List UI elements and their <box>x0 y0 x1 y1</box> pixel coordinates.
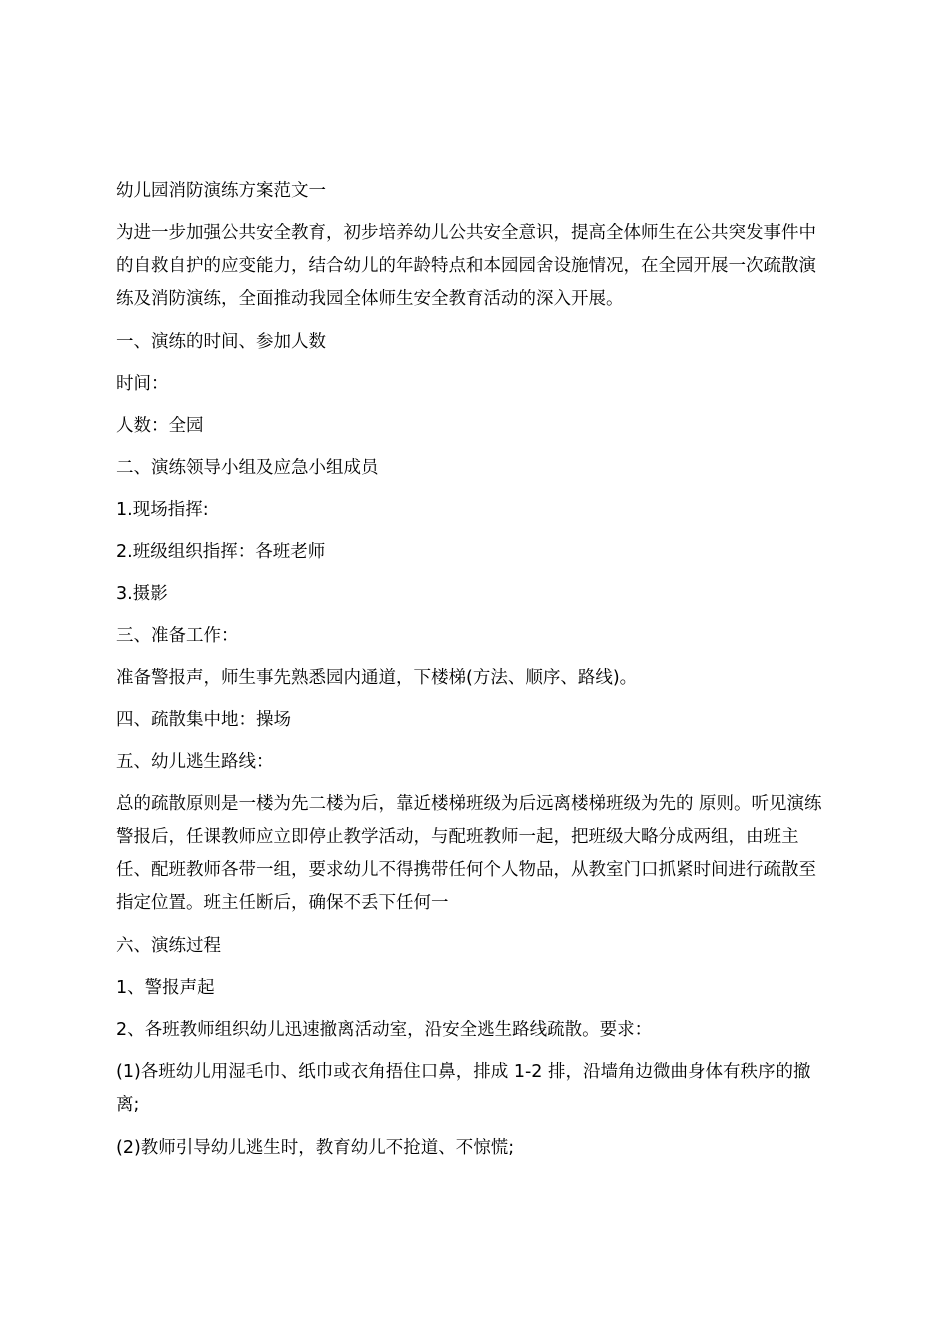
participants-line: 人数：全园 <box>116 416 204 436</box>
section-heading-preparation: 三、准备工作： <box>116 626 239 646</box>
preparation-paragraph: 准备警报声，师生事先熟悉园内通道，下楼梯(方法、顺序、路线)。 <box>116 668 638 688</box>
document-body <box>116 175 832 1174</box>
section-heading-drill-process: 六、演练过程 <box>116 936 221 956</box>
process-step-alarm: 1、警报声起 <box>116 978 215 998</box>
list-item-on-site-command: 1.现场指挥: <box>116 500 209 520</box>
section-heading-escape-route: 五、幼儿逃生路线： <box>116 752 274 772</box>
process-step-evacuate: 2、各班教师组织幼儿迅速撤离活动室，沿安全逃生路线疏散。要求： <box>116 1020 653 1040</box>
list-item-class-command: 2.班级组织指挥：各班老师 <box>116 542 326 562</box>
requirement-item-2: (2)教师引导幼儿逃生时，教育幼儿不抢道、不惊慌; <box>116 1138 515 1158</box>
time-line: 时间： <box>116 374 169 394</box>
section-heading-assembly-point: 四、疏散集中地：操场 <box>116 710 291 730</box>
section-heading-time-participants: 一、演练的时间、参加人数 <box>116 332 326 352</box>
intro-paragraph: 为进一步加强公共安全教育，初步培养幼儿公共安全意识，提高全体师生在公共突发事件中的自救自护的应变能力，结合幼儿的年龄特点和本园园舍设施情况，在全园开展一次疏散演练及消防演练，全面推动我园全体师生安全教育活动的深入开展。 <box>116 223 816 309</box>
list-item-photography: 3.摄影 <box>116 584 168 604</box>
requirement-item-1: (1)各班幼儿用湿毛巾、纸巾或衣角捂住口鼻，排成 1-2 排，沿墙角边微曲身体有秩序的撤离; <box>116 1062 811 1115</box>
document-title: 幼儿园消防演练方案范文一 <box>116 181 326 201</box>
section-heading-leadership: 二、演练领导小组及应急小组成员 <box>116 458 379 478</box>
evacuation-principle-paragraph: 总的疏散原则是一楼为先二楼为后，靠近楼梯班级为后远离楼梯班级为先的 原则。听见演练警报后，任课教师应立即停止教学活动，与配班教师一起，把班级大略分成两组，由班主任、配班教师各带一组，要求幼儿不得携带任何个人物品，从教室门口抓紧时间进行疏散至指定位置。班主任断后，确保不丢下任何一 <box>116 794 822 913</box>
